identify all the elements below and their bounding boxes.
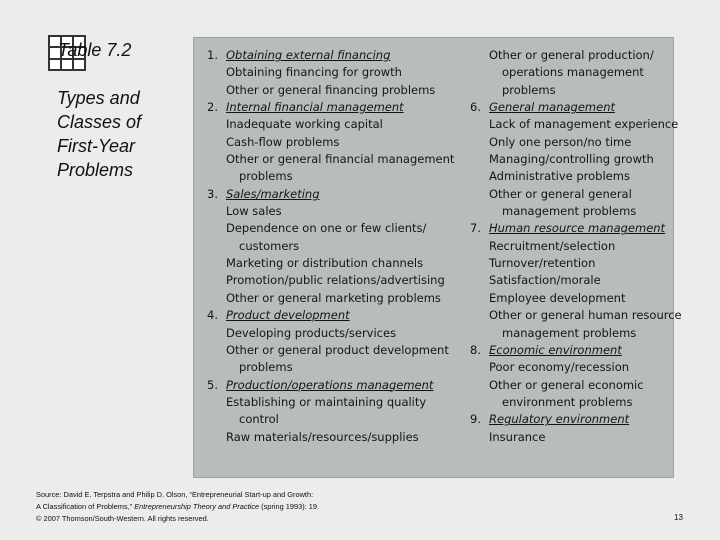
table-row (470, 168, 670, 185)
problem-item: problems (239, 360, 293, 375)
table-row (207, 151, 457, 168)
table-row (207, 186, 457, 203)
problem-item: Cash-flow problems (226, 134, 340, 149)
category-heading: Economic environment (489, 342, 622, 357)
problem-item: Marketing or distribution channels (226, 256, 424, 271)
problem-item: management problems (502, 325, 637, 340)
table-row (207, 168, 457, 185)
problem-item: Recruitment/selection (489, 238, 616, 253)
problem-item: Other or general economic (489, 377, 644, 392)
problem-item: control (239, 412, 279, 427)
problem-item: problems (239, 169, 293, 184)
table-row (470, 307, 682, 324)
left-column (207, 47, 457, 446)
category-number: 3. (207, 186, 218, 201)
problem-item: Other or general marketing problems (226, 290, 441, 305)
problem-item: Lack of management experience (489, 117, 679, 132)
table-row (470, 134, 670, 151)
table-row (470, 377, 670, 394)
table-row (207, 255, 457, 272)
table-row (470, 64, 670, 81)
right-column (470, 47, 682, 446)
problem-item: Administrative problems (489, 169, 630, 184)
category-number: 7. (470, 221, 481, 236)
problem-item: Only one person/no time (489, 134, 632, 149)
problem-item: problems (502, 82, 556, 97)
source-line-1: Source: David E. Terpstra and Philip D. Olson, “Entrepreneurial Start-up and Growth: (36, 490, 314, 499)
problem-item: Other or general human resource (489, 308, 682, 323)
table-row (207, 377, 457, 394)
table-row (470, 411, 670, 428)
problem-item: Establishing or maintaining quality (226, 394, 427, 409)
problem-item: Poor economy/recession (489, 360, 630, 375)
table-row (470, 429, 670, 446)
problem-item: Obtaining financing for growth (226, 65, 402, 80)
table-row (470, 272, 670, 289)
category-heading: Internal financial management (226, 100, 404, 115)
problem-item: Promotion/public relations/advertising (226, 273, 445, 288)
table-row (207, 203, 457, 220)
table-row (207, 134, 457, 151)
category-heading: Obtaining external financing (226, 48, 391, 62)
table-row (470, 394, 670, 411)
problem-item: Other or general production/ (489, 48, 654, 62)
problem-item: Other or general financial management (226, 152, 455, 167)
problem-item: Inadequate working capital (226, 117, 383, 132)
table-row (207, 411, 457, 428)
table-row (207, 47, 457, 64)
source-citation (36, 489, 456, 525)
table-row (470, 82, 670, 99)
table-row (470, 342, 670, 359)
source-journal: Entrepreneurship Theory and Practice (134, 502, 260, 511)
source-line-2-post: (spring 1993): 19. (261, 502, 320, 511)
table-row (207, 82, 457, 99)
table-row (207, 238, 457, 255)
table-row (470, 203, 670, 220)
table-row (207, 359, 457, 376)
table-row (207, 116, 457, 133)
problem-item: Turnover/retention (489, 256, 596, 271)
table-row (207, 64, 457, 81)
table-row (207, 220, 457, 237)
table-row (207, 272, 457, 289)
category-number: 6. (470, 100, 481, 115)
category-heading: Human resource management (489, 221, 666, 236)
copyright-notice: © 2007 Thomson/South-Western. All rights reserved. (36, 514, 209, 523)
category-number: 5. (207, 377, 218, 392)
table-row (470, 359, 670, 376)
category-number: 1. (207, 48, 218, 62)
problem-item: Raw materials/resources/supplies (226, 429, 419, 444)
table-row (207, 429, 457, 446)
table-row (470, 151, 670, 168)
table-row (470, 47, 670, 64)
table-row (470, 116, 679, 133)
table-number: Table 7.2 (58, 40, 132, 60)
problem-item: Employee development (489, 290, 626, 305)
category-number: 4. (207, 308, 218, 323)
table-row (207, 290, 457, 307)
category-heading: Regulatory environment (489, 412, 630, 427)
table-row (470, 290, 670, 307)
table-title: Types and Classes of First-Year Problems (57, 88, 142, 180)
problem-item: Other or general general (489, 186, 632, 201)
table-row (470, 238, 670, 255)
source-line-2-pre: A Classification of Problems,” (36, 502, 133, 511)
category-heading: Production/operations management (226, 377, 434, 392)
category-heading: Sales/marketing (226, 186, 320, 201)
table-row (207, 394, 457, 411)
table-row (470, 325, 670, 342)
page-number: 13 (674, 513, 683, 522)
problem-item: customers (239, 238, 300, 253)
category-number: 9. (470, 412, 481, 427)
problem-item: Managing/controlling growth (489, 152, 654, 167)
problem-item: Low sales (226, 204, 282, 219)
problem-item: Insurance (489, 429, 546, 444)
table-row (470, 255, 670, 272)
table-row (207, 342, 457, 359)
source-line-2 (36, 501, 456, 513)
problem-item: management problems (502, 204, 637, 219)
category-heading: General management (489, 100, 616, 115)
table-row (207, 307, 457, 324)
problem-item: Other or general financing problems (226, 82, 436, 97)
problems-table-panel (193, 37, 682, 478)
table-row (470, 220, 670, 237)
table-row (470, 186, 670, 203)
category-number: 2. (207, 100, 218, 115)
category-number: 8. (470, 342, 481, 357)
problem-item: Developing products/services (226, 325, 397, 340)
problem-item: Other or general product development (226, 342, 449, 357)
problem-item: environment problems (502, 394, 633, 409)
table-row (207, 99, 457, 116)
table-row (470, 99, 670, 116)
problem-item: Dependence on one or few clients/ (226, 221, 427, 236)
problem-item: operations management (502, 65, 644, 80)
problem-item: Satisfaction/morale (489, 273, 601, 288)
table-row (207, 325, 457, 342)
category-heading: Product development (226, 308, 350, 323)
